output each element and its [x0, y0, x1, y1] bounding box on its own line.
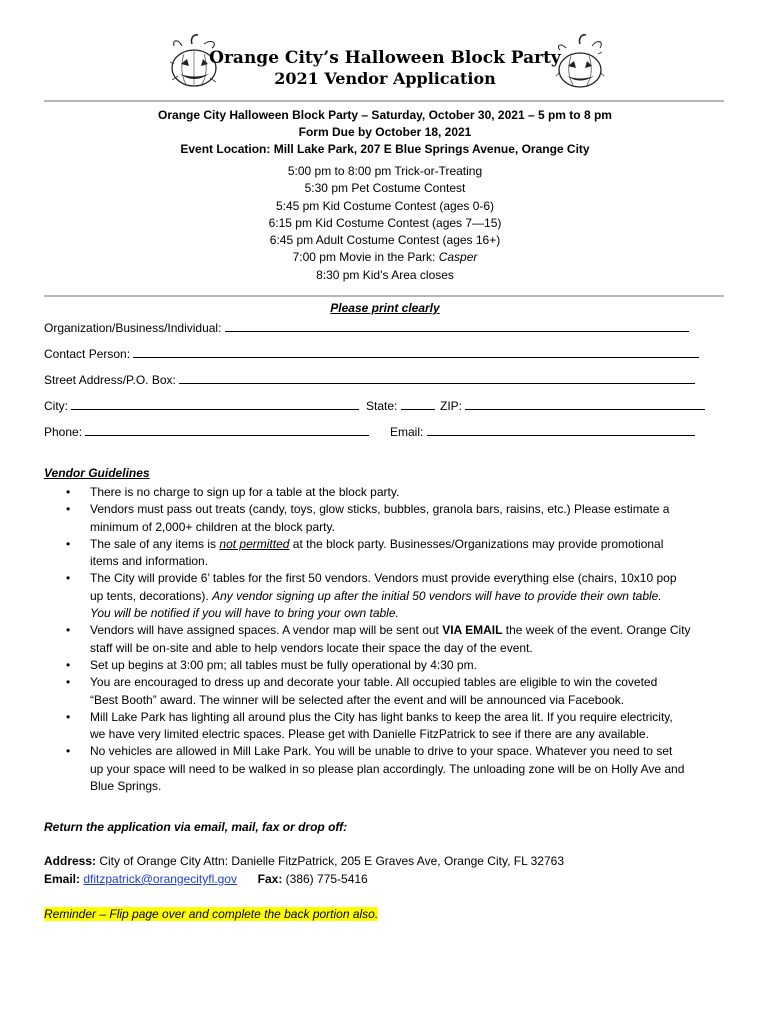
text-span: Vendors will have assigned spaces. A vendor map will be sent out	[90, 623, 443, 638]
return-instructions-title: Return the application via email, mail, fax or drop off:	[44, 820, 348, 834]
bullet-icon: •	[66, 623, 71, 638]
bullet-icon: •	[66, 657, 71, 672]
bullet-icon: •	[66, 571, 71, 586]
list-item	[44, 709, 734, 744]
page-subtitle: 2021 Vendor Application	[274, 69, 496, 88]
street-row	[44, 372, 695, 387]
address-value: City of Orange City Attn: Danielle FitzPatrick, 205 E Graves Ave, Orange City, FL 32763	[96, 854, 565, 868]
reminder-note: Reminder – Flip page over and complete the back portion also.	[44, 907, 379, 921]
schedule-item: 5:30 pm Pet Costume Contest	[304, 181, 466, 196]
emphasis-text: VIA EMAIL	[442, 623, 503, 638]
state-field[interactable]	[401, 398, 435, 410]
zip-field[interactable]	[465, 398, 705, 410]
event-location-line: Event Location: Mill Lake Park, 207 E Blue Springs Avenue, Orange City	[180, 142, 590, 156]
city-row	[44, 398, 359, 413]
bullet-icon: •	[66, 744, 71, 759]
print-clearly-note: Please print clearly	[330, 301, 440, 315]
text-span: up tents, decorations).	[90, 588, 213, 603]
contact-field[interactable]	[133, 346, 699, 358]
list-item-text: minimum of 2,000+ children at the block party.	[90, 519, 335, 534]
address-line	[44, 854, 564, 868]
header	[0, 28, 770, 96]
list-item-text: we have very limited electric spaces. Please get with Danielle FitzPatrick to see if there are any available.	[90, 727, 649, 742]
contact-row	[44, 346, 699, 361]
list-item-text: No vehicles are allowed in Mill Lake Park. You will be unable to drive to your space. Whatever you need to set	[90, 744, 673, 759]
list-item	[44, 657, 734, 674]
page-title: Orange City’s Halloween Block Party	[209, 48, 561, 68]
organization-row	[44, 320, 689, 335]
street-label: Street Address/P.O. Box:	[44, 373, 180, 387]
list-item	[44, 501, 734, 536]
bullet-icon: •	[66, 709, 71, 724]
address-label: Address:	[44, 854, 97, 868]
phone-label: Phone:	[44, 425, 86, 439]
text-span: at the block party. Businesses/Organizations may provide promotional	[289, 536, 664, 551]
email-label: Email:	[390, 425, 427, 439]
zip-label: ZIP:	[440, 399, 466, 413]
emphasis-text: not permitted	[219, 536, 290, 551]
vendor-guidelines-list	[44, 484, 734, 795]
list-item-text: The City will provide 6’ tables for the first 50 vendors. Vendors must provide everything else (chairs, 10x10 pop	[90, 571, 677, 586]
list-item-text: up your space will need to be walked in so please plan accordingly. The unloading zone will be on Holly Ave and	[90, 761, 685, 776]
list-item	[44, 622, 734, 657]
city-label: City:	[44, 399, 72, 413]
bullet-icon: •	[66, 502, 71, 517]
event-schedule	[0, 163, 770, 284]
street-field[interactable]	[179, 372, 695, 384]
bullet-icon: •	[66, 485, 71, 499]
schedule-item-text: 7:00 pm Movie in the Park:	[292, 250, 439, 265]
organization-label: Organization/Business/Individual:	[44, 321, 225, 335]
list-item	[44, 536, 734, 571]
bullet-icon: •	[66, 675, 71, 690]
list-item-text: You will be notified if you will have to bring your own table.	[90, 606, 399, 621]
form-due-line: Form Due by October 18, 2021	[298, 125, 472, 139]
list-item-text: staff will be on-site and able to help vendors locate their space the day of the event.	[90, 640, 533, 655]
list-item-text: Vendors must pass out treats (candy, toys, glow sticks, bubbles, granola bars, raisins, etc.) Please estimate a	[90, 502, 670, 517]
fax-label: Fax:	[257, 872, 283, 886]
event-date-line: Orange City Halloween Block Party – Saturday, October 30, 2021 – 5 pm to 8 pm	[158, 108, 612, 122]
list-item	[44, 743, 734, 795]
contact-email-line	[44, 872, 368, 886]
email-row	[390, 424, 695, 439]
bullet-icon: •	[66, 536, 71, 551]
schedule-item: 5:45 pm Kid Costume Contest (ages 0-6)	[275, 198, 495, 213]
list-item-text: Blue Springs.	[90, 779, 162, 794]
list-item-text: Set up begins at 3:00 pm; all tables must be fully operational by 4:30 pm.	[90, 657, 477, 672]
list-item-text: There is no charge to sign up for a table at the block party.	[90, 485, 400, 499]
list-item-text: “Best Booth” award. The winner will be selected after the event and will be announced via Facebook.	[90, 692, 625, 707]
schedule-item	[0, 249, 770, 266]
divider	[44, 295, 724, 297]
emphasis-text: Any vendor signing up after the initial 50 vendors will have to provide their own table.	[212, 588, 662, 603]
organization-field[interactable]	[225, 320, 689, 332]
email-field[interactable]	[427, 424, 695, 436]
list-item-text	[90, 622, 734, 639]
schedule-item: 8:30 pm Kid’s Area closes	[316, 267, 454, 282]
state-label: State:	[366, 399, 401, 413]
list-item-text	[90, 536, 734, 553]
divider	[44, 100, 724, 102]
list-item-text: items and information.	[90, 554, 209, 569]
state-row	[366, 398, 435, 413]
city-field[interactable]	[71, 398, 359, 410]
zip-row	[440, 398, 705, 413]
schedule-item: 6:45 pm Adult Costume Contest (ages 16+)	[269, 233, 501, 248]
phone-row	[44, 424, 369, 439]
schedule-item: 5:00 pm to 8:00 pm Trick-or-Treating	[287, 164, 483, 178]
vendor-guidelines-title: Vendor Guidelines	[44, 466, 150, 480]
text-span: the week of the event. Orange City	[502, 623, 691, 638]
fax-value: (386) 775-5416	[282, 872, 368, 886]
list-item-text	[90, 588, 734, 605]
phone-field[interactable]	[85, 424, 369, 436]
email-link[interactable]: dfitzpatrick@orangecityfl.gov	[83, 872, 237, 886]
schedule-item: 6:15 pm Kid Costume Contest (ages 7—15)	[268, 215, 502, 230]
list-item	[44, 674, 734, 709]
list-item-text: Mill Lake Park has lighting all around plus the City has light banks to keep the area lit. If you require electricity,	[90, 709, 673, 724]
text-span: The sale of any items is	[90, 536, 220, 551]
list-item	[44, 570, 734, 622]
movie-title: Casper	[438, 250, 478, 265]
list-item	[44, 484, 734, 501]
contact-label: Contact Person:	[44, 347, 134, 361]
contact-email-label: Email:	[44, 872, 81, 886]
list-item-text: You are encouraged to dress up and decorate your table. All occupied tables are eligible to win the coveted	[90, 675, 658, 690]
